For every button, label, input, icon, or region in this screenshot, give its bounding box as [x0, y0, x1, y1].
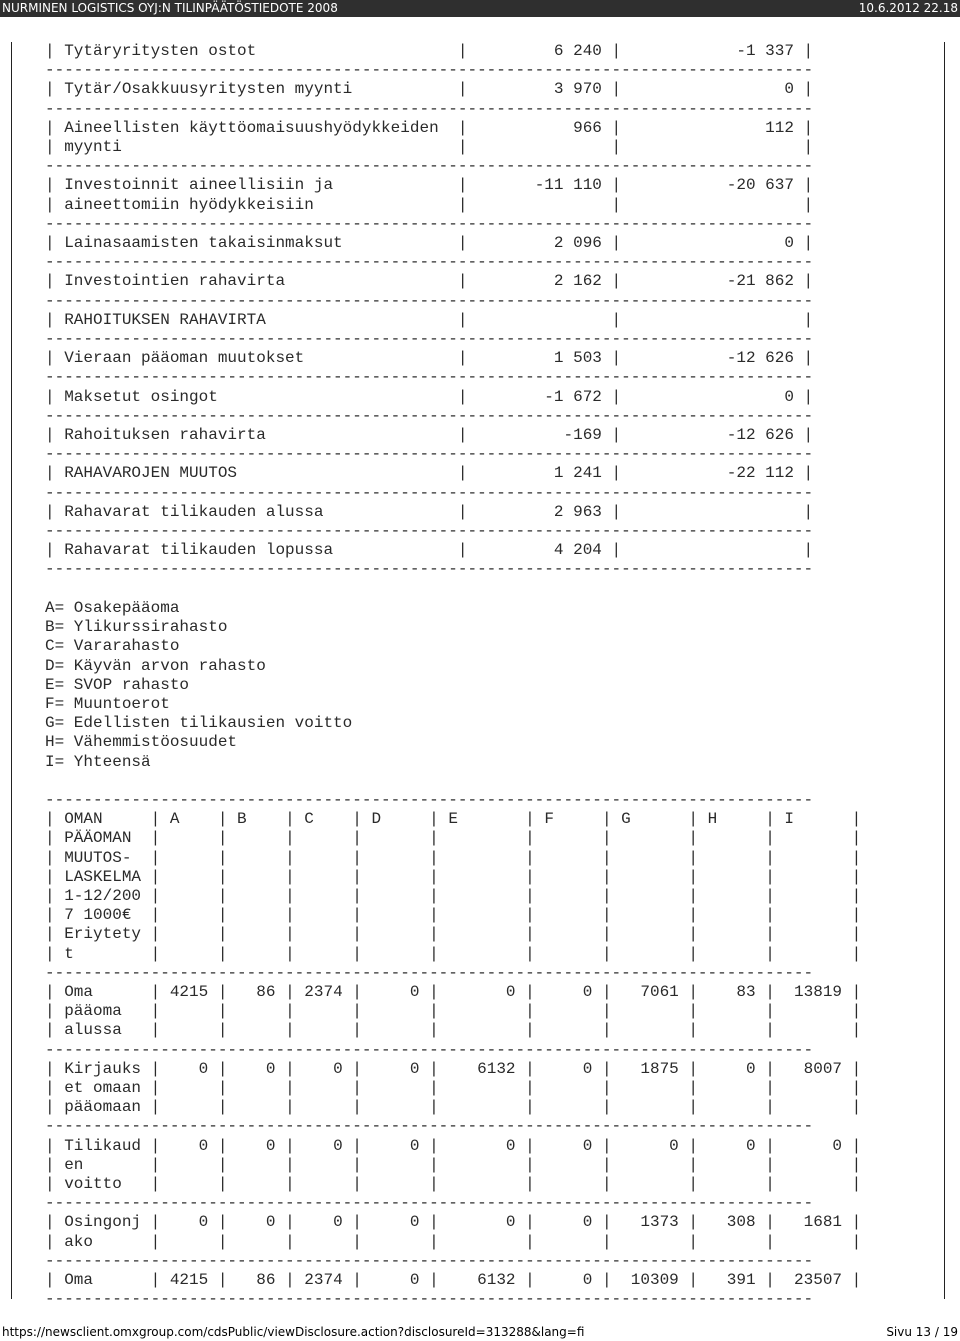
table-cell — [237, 1156, 275, 1174]
column-header: H — [707, 810, 756, 829]
table-cell: 0 — [544, 1213, 593, 1232]
current-year-value: 2 096 — [477, 234, 602, 253]
column-header — [448, 829, 515, 847]
table-cell — [544, 1002, 592, 1020]
table-cell: 1875 — [621, 1059, 679, 1078]
table-cell: 83 — [707, 982, 756, 1001]
row-label: Rahoituksen rahavirta — [64, 426, 449, 445]
table-cell — [621, 1021, 679, 1039]
column-header — [544, 906, 592, 924]
table-cell — [544, 1175, 592, 1193]
table-cell — [237, 1098, 275, 1116]
table-cell — [708, 1098, 756, 1116]
current-year-value: 3 970 — [477, 80, 602, 99]
row-label: 1-12/200 — [64, 886, 142, 905]
legend-item: D= Käyvän arvon rahasto — [45, 656, 266, 675]
document-datetime: 10.6.2012 22.18 — [858, 1, 958, 15]
row-label: Rahavarat tilikauden alussa — [64, 502, 449, 521]
table-cell: 0 — [544, 1136, 593, 1155]
table-cell: 0 — [544, 982, 593, 1001]
table-cell: 0 — [169, 1059, 209, 1078]
table-cell — [544, 1098, 592, 1116]
table-cell: 0 — [544, 1059, 593, 1078]
column-header — [237, 906, 275, 924]
table-cell — [371, 1021, 419, 1039]
table-cell — [621, 1098, 679, 1116]
table-cell: 0 — [169, 1136, 209, 1155]
row-label: Oma — [64, 1271, 142, 1289]
row-label: Tytär/Osakkuusyritysten myynti — [64, 80, 449, 99]
column-header — [304, 945, 342, 963]
table-cell — [170, 1002, 208, 1020]
table-row: | Tilikaud | 0 | 0 | 0 | 0 | 0 | 0 | 0 | 0 | 0 | | en | | | | | | | | | | | voitto | | | | | | | | | | -------------------------------------------------------------------------------- — [45, 1136, 862, 1213]
legend-item: I= Yhteensä — [45, 752, 151, 771]
table-row: | Vieraan pääoman muutokset | 1 503 | -12 626 | -------------------------------------------------------------------------------- — [45, 349, 814, 387]
table-cell — [371, 1002, 419, 1020]
table-cell: 1373 — [621, 1213, 679, 1232]
table-cell — [708, 1233, 756, 1251]
table-cell: 86 — [237, 982, 276, 1001]
table-cell: 1681 — [784, 1213, 843, 1232]
table-cell: 0 — [544, 1271, 593, 1289]
table-row: | Oma | 4215 | 86 | 2374 | 0 | 0 | 0 | 7061 | 83 | 13819 | | pääoma | | | | | | | | | | | alussa | | | | | | | | | | -------------------------------------------------------------------------------- — [45, 982, 862, 1059]
table-cell — [304, 1233, 342, 1251]
row-label: myynti — [64, 138, 449, 157]
row-label: Maksetut osingot — [64, 387, 449, 406]
column-header — [708, 887, 756, 905]
previous-year-value: -12 626 — [630, 426, 794, 445]
row-label: PÄÄOMAN — [64, 829, 142, 848]
column-header — [448, 906, 515, 924]
table-cell — [448, 1098, 515, 1116]
table-cell — [708, 1156, 756, 1174]
table-cell — [170, 1233, 208, 1251]
column-header: G — [621, 810, 679, 829]
column-header — [170, 887, 208, 905]
table-cell — [237, 1233, 275, 1251]
column-header — [708, 829, 756, 847]
table-cell — [371, 1175, 419, 1193]
table-cell: 0 — [237, 1059, 276, 1078]
column-header — [237, 887, 275, 905]
column-header — [621, 945, 679, 963]
table-row: | Rahavarat tilikauden alussa | 2 963 | | -------------------------------------------------------------------------------- — [45, 502, 814, 541]
row-label: LASKELMA — [64, 867, 142, 886]
table-cell — [304, 1002, 342, 1020]
table-cell: 0 — [371, 1136, 420, 1155]
table-cell: 0 — [371, 1213, 420, 1232]
previous-year-value: -21 862 — [630, 272, 794, 291]
table-cell: 308 — [707, 1213, 756, 1232]
table-row: | RAHAVAROJEN MUUTOS | 1 241 | -22 112 | -------------------------------------------------------------------------------- — [45, 464, 814, 502]
previous-year-value — [631, 138, 794, 156]
table-row: | Rahoituksen rahavirta | -169 | -12 626 | -------------------------------------------------------------------------------- — [45, 426, 814, 464]
column-header — [237, 945, 275, 963]
column-header — [170, 829, 208, 847]
row-label: Rahavarat tilikauden lopussa — [64, 541, 449, 560]
current-year-value: 2 963 — [477, 502, 602, 521]
page-number: Sivu 13 / 19 — [886, 1325, 958, 1339]
column-header — [621, 849, 679, 867]
column-header — [448, 945, 515, 963]
legend-item: F= Muuntoerot — [45, 694, 170, 713]
column-header — [784, 829, 842, 847]
column-header — [784, 849, 842, 867]
previous-year-value: 112 — [630, 118, 794, 137]
table-cell — [784, 1175, 842, 1193]
previous-year-value: -20 637 — [630, 176, 794, 195]
table-cell: 0 — [621, 1136, 679, 1155]
column-header — [448, 868, 515, 886]
column-header — [237, 868, 275, 886]
table-cell — [708, 1079, 756, 1097]
column-header — [784, 887, 842, 905]
table-row: | RAHOITUKSEN RAHAVIRTA | | | -------------------------------------------------------------------------------- — [45, 310, 814, 349]
row-label: Eriytety — [64, 925, 142, 944]
row-label: RAHOITUKSEN RAHAVIRTA — [64, 310, 449, 329]
column-header — [708, 945, 756, 963]
table-cell: 13819 — [784, 982, 843, 1001]
table-row: | Maksetut osingot | -1 672 | 0 | -------------------------------------------------------------------------------- — [45, 387, 814, 425]
table-cell: 0 — [371, 1271, 420, 1289]
column-header — [621, 887, 679, 905]
table-cell — [544, 1156, 592, 1174]
column-header — [371, 868, 419, 886]
row-label: Kirjauks — [64, 1059, 142, 1078]
column-header — [304, 868, 342, 886]
row-label: ako — [64, 1232, 142, 1251]
table-cell — [304, 1175, 342, 1193]
row-label: Aineellisten käyttöomaisuushyödykkeiden — [64, 118, 449, 137]
table-cell: 2374 — [304, 1271, 343, 1289]
table-cell — [448, 1156, 515, 1174]
document-title: NURMINEN LOGISTICS OYJ:N TILINPÄÄTÖSTIEDOTE 2008 — [2, 1, 338, 15]
table-cell: 0 — [237, 1213, 276, 1232]
current-year-value: -169 — [477, 426, 602, 445]
table-cell — [621, 1079, 679, 1097]
table-cell: 0 — [304, 1059, 343, 1078]
table-cell — [621, 1233, 679, 1251]
column-header — [448, 925, 515, 943]
row-label: en — [64, 1155, 142, 1174]
table-cell — [371, 1098, 419, 1116]
current-year-value: -11 110 — [477, 176, 602, 195]
table-row: | Investoinnit aineellisiin ja | -11 110 | -20 637 | | aineettomiin hyödykkeisiin | | | -------------------------------------------------------------------------------- — [45, 176, 814, 233]
table-row: | Tytär/Osakkuusyritysten myynti | 3 970 | 0 | -------------------------------------------------------------------------------- — [45, 80, 814, 118]
table-cell: 7061 — [621, 982, 679, 1001]
column-header — [304, 887, 342, 905]
table-row: | Osingonj | 0 | 0 | 0 | 0 | 0 | 0 | 1373 | 308 | 1681 | | ako | | | | | | | | | | -------------------------------------------------------------------------------- — [45, 1213, 862, 1270]
table-cell — [371, 1156, 419, 1174]
column-header — [170, 868, 208, 886]
row-label: RAHAVAROJEN MUUTOS — [64, 464, 449, 483]
column-header — [544, 925, 592, 943]
table-cell — [371, 1233, 419, 1251]
column-header — [170, 945, 208, 963]
row-label: MUUTOS- — [64, 848, 142, 867]
column-header — [371, 887, 419, 905]
legend-item: E= SVOP rahasto — [45, 675, 190, 694]
current-year-value: 1 503 — [477, 349, 602, 368]
column-header — [237, 849, 275, 867]
row-label: Investointien rahavirta — [64, 272, 449, 291]
column-header — [448, 849, 515, 867]
left-border-line — [11, 42, 12, 1299]
current-year-value: 966 — [477, 118, 602, 137]
table-cell — [448, 1079, 515, 1097]
table-cell: 0 — [304, 1136, 343, 1155]
column-header — [621, 925, 679, 943]
column-header — [170, 849, 208, 867]
column-header — [544, 829, 592, 847]
column-header — [784, 906, 842, 924]
legend-item: B= Ylikurssirahasto — [45, 618, 228, 637]
column-header — [371, 945, 419, 963]
row-label: Lainasaamisten takaisinmaksut — [64, 234, 449, 253]
row-label: voitto — [64, 1174, 142, 1193]
table-cell — [621, 1175, 679, 1193]
table-cell: 0 — [448, 982, 516, 1001]
current-year-value: -1 672 — [477, 387, 602, 406]
previous-year-value: -1 337 — [630, 42, 794, 60]
row-label: et omaan — [64, 1078, 142, 1097]
legend-item: A= Osakepääoma — [45, 598, 180, 617]
table-cell — [784, 1233, 842, 1251]
column-header — [708, 849, 756, 867]
legend-item: G= Edellisten tilikausien voitto — [45, 714, 353, 733]
column-header — [621, 868, 679, 886]
column-header — [621, 829, 679, 847]
current-year-value — [477, 138, 602, 156]
report-content — [45, 42, 861, 1309]
column-header — [304, 849, 342, 867]
table-cell: 0 — [371, 1059, 420, 1078]
table-cell — [237, 1021, 275, 1039]
column-header — [708, 868, 756, 886]
column-header: B — [237, 810, 276, 829]
table-cell — [708, 1021, 756, 1039]
table-cell: 0 — [371, 982, 420, 1001]
column-header — [170, 906, 208, 924]
row-label: Osingonj — [64, 1213, 142, 1232]
table-cell — [621, 1156, 679, 1174]
cash-flow-table — [45, 42, 813, 578]
column-header — [371, 925, 419, 943]
column-header: A — [169, 810, 209, 829]
table-cell: 0 — [448, 1136, 516, 1155]
previous-year-value: -22 112 — [630, 464, 794, 483]
column-header — [304, 829, 342, 847]
source-url: https://newsclient.omxgroup.com/cdsPublic/viewDisclosure.action?disclosureId=313288&lang=fi — [2, 1325, 585, 1339]
previous-year-value: 0 — [630, 387, 794, 406]
column-header: I — [784, 810, 843, 829]
table-cell: 86 — [237, 1271, 276, 1289]
table-cell — [544, 1021, 592, 1039]
column-header — [304, 925, 342, 943]
table-cell — [304, 1021, 342, 1039]
page-footer — [0, 1323, 960, 1341]
row-label: Tytäryritysten ostot — [64, 42, 449, 60]
column-header — [784, 945, 842, 963]
table-cell — [784, 1098, 842, 1116]
table-cell — [170, 1156, 208, 1174]
column-header — [544, 849, 592, 867]
table-cell — [708, 1002, 756, 1020]
column-header — [784, 868, 842, 886]
row-label: alussa — [64, 1021, 142, 1040]
table-cell — [621, 1002, 679, 1020]
column-header — [708, 925, 756, 943]
document-header-bar — [0, 0, 960, 17]
table-cell — [371, 1079, 419, 1097]
previous-year-value: 0 — [630, 80, 794, 99]
table-cell: 6132 — [448, 1271, 516, 1289]
column-header — [304, 906, 342, 924]
table-cell: 8007 — [784, 1059, 843, 1078]
table-cell — [170, 1021, 208, 1039]
table-cell: 4215 — [169, 982, 209, 1001]
table-cell — [170, 1175, 208, 1193]
table-cell — [448, 1175, 515, 1193]
table-cell — [784, 1079, 842, 1097]
current-year-value: 1 241 — [477, 464, 602, 483]
previous-year-value — [631, 311, 794, 329]
previous-year-value — [631, 541, 794, 559]
table-cell: 0 — [707, 1059, 756, 1078]
column-header — [544, 868, 592, 886]
row-label: Vieraan pääoman muutokset — [64, 349, 449, 368]
table-cell — [784, 1002, 842, 1020]
table-cell — [784, 1156, 842, 1174]
row-label: Oma — [64, 982, 142, 1001]
table-cell: 0 — [237, 1136, 276, 1155]
table-cell — [544, 1233, 592, 1251]
current-year-value: 2 162 — [477, 272, 602, 291]
column-header: E — [448, 810, 516, 829]
previous-year-value: 0 — [630, 234, 794, 253]
table-cell — [237, 1175, 275, 1193]
legend-item: C= Vararahasto — [45, 637, 180, 656]
table-cell: 10309 — [621, 1271, 679, 1289]
legend-block — [45, 599, 352, 771]
table-cell — [448, 1021, 515, 1039]
row-label: t — [64, 944, 142, 963]
table-row: | Tytäryritysten ostot | 6 240 | -1 337 | -------------------------------------------------------------------------------- — [45, 42, 814, 80]
table-cell — [304, 1079, 342, 1097]
table-cell: 0 — [304, 1213, 343, 1232]
table-cell — [304, 1156, 342, 1174]
column-header — [371, 906, 419, 924]
column-header — [544, 945, 592, 963]
table-cell — [170, 1098, 208, 1116]
column-header — [448, 887, 515, 905]
legend-item: H= Vähemmistöosuudet — [45, 733, 238, 752]
table-cell: 6132 — [448, 1059, 516, 1078]
column-header — [371, 849, 419, 867]
table-row: | Aineellisten käyttöomaisuushyödykkeiden | 966 | 112 | | myynti | | | -------------------------------------------------------------------------------- — [45, 118, 814, 176]
column-header — [544, 887, 592, 905]
table-cell — [304, 1098, 342, 1116]
column-header: D — [371, 810, 420, 829]
table-cell — [170, 1079, 208, 1097]
table-cell: 0 — [707, 1136, 756, 1155]
table-header-row: | OMAN | A | B | C | D | E | F | G | H | I | | PÄÄOMAN | | | | | | | | | | | MUUTOS- | | | | | | | | | | | LASKELMA | | | | | | | | | | | 1-12/200 | | | | | | | | | | | 7 1000€ | | | | | | | | | | | Eriytety | | | | | | | | | | | t | | | | | | | | | | -------------------------------------------------------------------------------- — [45, 810, 862, 982]
table-cell — [448, 1002, 515, 1020]
table-cell: 0 — [169, 1213, 209, 1232]
right-border-line — [944, 42, 945, 1299]
column-header — [237, 925, 275, 943]
row-label: pääomaan — [64, 1098, 142, 1117]
row-label: OMAN — [64, 810, 142, 829]
row-label: Tilikaud — [64, 1136, 142, 1155]
current-year-value: 4 204 — [477, 541, 602, 560]
current-year-value: 6 240 — [477, 42, 602, 60]
column-header — [237, 829, 275, 847]
table-cell: 4215 — [169, 1271, 209, 1289]
table-cell: 0 — [448, 1213, 516, 1232]
table-cell: 23507 — [784, 1271, 843, 1289]
equity-change-table: -------------------------------------------------------------------------------- | OMAN | A | B | C | D | E | F | G | H | I | | PÄÄOMAN | | | | | | | | | | | MUUTOS- | | | | | | | | | | | LASKELMA | | | | | | | | | | | 1-12/200 | | | | | | | | | | | 7 1000€ | | | | | | | | | | | Eriytety | | | | | | | | | | | t | | | | | | | | | | -------------------------------------------------------------------------------- | Oma | 4215 | 86 | 2374 | 0 | 0 | 0 | 7061 | 83 | 13819 | | pääoma | | | | | | | | | | | alussa | | | | | | | | | | -------------------------------------------------------------------------------- | Kirjauks | 0 | 0 | 0 | 0 | 6132 | 0 | 1875 | 0 | 8007 | | et omaan | | | | | | | | | | | pääomaan | | | | | | | | | | -------------------------------------------------------------------------------- | Tilikaud | 0 | 0 | 0 | 0 | 0 | 0 | 0 | 0 | 0 | | en | | | | | | | | | | | voitto | | | | | | | | | | -------------------------------------------------------------------------------- | Osingonj | 0 | 0 | 0 | 0 | 0 | 0 | 1373 | 308 | 1681 | | ako | | | | | | | | | | -------------------------------------------------------------------------------- | Oma | 4215 | 86 | 2374 | 0 | 6132 | 0 | 10309 | 391 | 23507 | -------------------------------------------------------------------------------- — [45, 790, 862, 1309]
table-cell: 0 — [784, 1136, 843, 1155]
column-header — [621, 906, 679, 924]
row-label: pääoma — [64, 1002, 142, 1021]
table-cell: 391 — [707, 1271, 756, 1289]
table-cell — [784, 1021, 842, 1039]
column-header: C — [304, 810, 343, 829]
table-row: | Investointien rahavirta | 2 162 | -21 862 | -------------------------------------------------------------------------------- — [45, 272, 814, 310]
column-header — [784, 925, 842, 943]
column-header: F — [544, 810, 593, 829]
table-row: | Rahavarat tilikauden lopussa | 4 204 | | -------------------------------------------------------------------------------- — [45, 541, 814, 579]
column-header — [170, 925, 208, 943]
table-cell — [237, 1002, 275, 1020]
previous-year-value: -12 626 — [630, 349, 794, 368]
table-row: | Oma | 4215 | 86 | 2374 | 0 | 6132 | 0 | 10309 | 391 | 23507 | -------------------------------------------------------------------------------- — [45, 1271, 862, 1309]
row-label: Investoinnit aineellisiin ja — [64, 176, 449, 195]
table-cell — [448, 1233, 515, 1251]
column-header — [371, 829, 419, 847]
table-cell — [237, 1079, 275, 1097]
table-cell — [708, 1175, 756, 1193]
row-label: aineettomiin hyödykkeisiin — [64, 195, 449, 214]
row-label: 7 1000€ — [64, 906, 142, 925]
table-cell: 2374 — [304, 982, 343, 1001]
table-cell — [544, 1079, 592, 1097]
previous-year-value — [631, 503, 794, 521]
table-row: | Kirjauks | 0 | 0 | 0 | 0 | 6132 | 0 | 1875 | 0 | 8007 | | et omaan | | | | | | | | | | | pääomaan | | | | | | | | | | -------------------------------------------------------------------------------- — [45, 1059, 862, 1136]
current-year-value — [477, 196, 602, 214]
table-row: | Lainasaamisten takaisinmaksut | 2 096 | 0 | -------------------------------------------------------------------------------- — [45, 234, 814, 272]
current-year-value — [477, 311, 602, 329]
column-header — [708, 906, 756, 924]
previous-year-value — [631, 196, 794, 214]
